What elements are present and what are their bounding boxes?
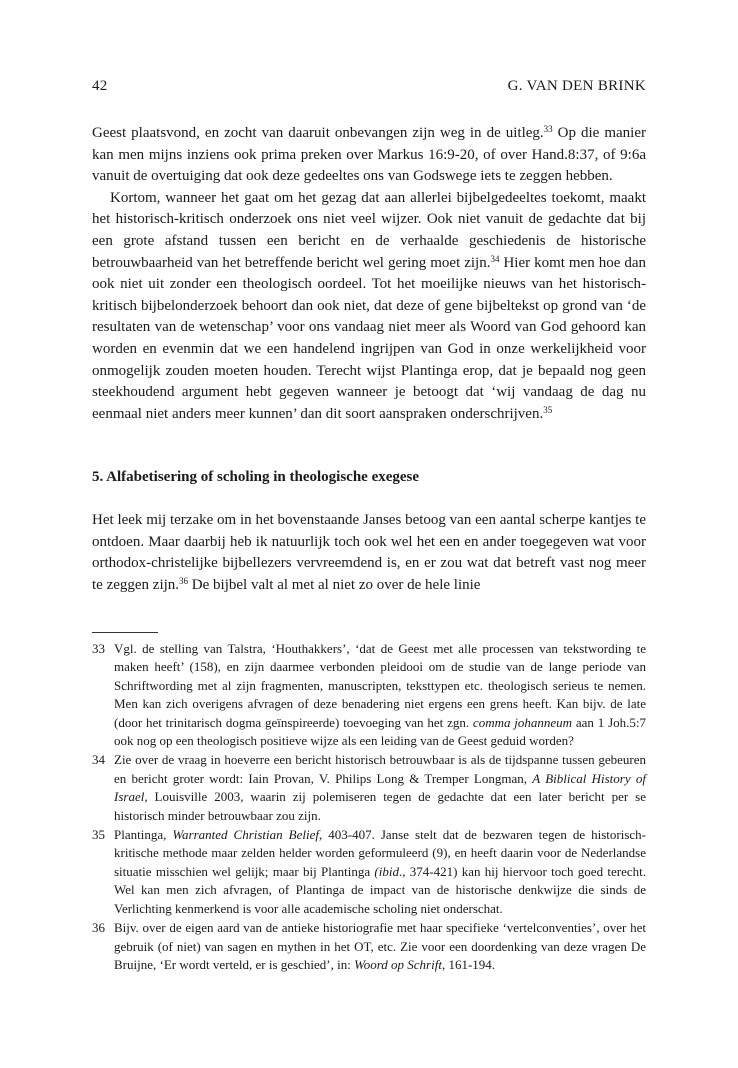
footnote-35	[92, 826, 646, 918]
footnote-number: 34	[92, 752, 105, 768]
footnote-text: Vgl. de stelling van Talstra, ‘Houthakkers’, ‘dat de Geest met alle processen van tekstwording te maken heeft’ (158), en zijn daarmee verbonden pleidooi om de studie van de lange periode van Schriftwording met al zijn fragmenten, manuscripten, teksttypen etc. theologisch serieus te nemen. Men kan zich overigens afvragen of deze benadering niet ergens een grens heeft. Kan bijv. de late (door het trinitarisch dogma geïnspireerde) toevoeging van het zgn. comma johanneum aan 1 Joh.5:7 ook nog op een theologisch positieve wijze als een leiding van de Geest geduid worden?	[114, 641, 646, 749]
body-text	[92, 123, 646, 596]
footnote-text: Zie over de vraag in hoeverre een bericht historisch betrouwbaar is als de tijdspanne tussen gebeuren en bericht groter wordt: Iain Provan, V. Philips Long & Tremper Longman, A Biblical History of Israel, Louisville 2003, waarin zij polemiseren tegen de gedachte dat een later bericht per se historisch minder betrouwbaar zou zijn.	[114, 752, 646, 823]
paragraph-3: Het leek mij terzake om in het bovenstaande Janses betoog van een aantal scherpe kantjes te ontdoen. Maar daarbij heb ik natuurlijk toch ook wel het een en ander toegegeven wat voor orthodox-christelijke bijbellezers vervreemdend is, en er zou wat dat betreft vast nog meer te zeggen zijn.$^{36}$ De bijbel valt al met al niet zo over de hele linie	[92, 511, 646, 593]
footnote-number: 36	[92, 920, 105, 936]
footnote-number: 35	[92, 827, 105, 843]
footnote-text: Bijv. over de eigen aard van de antieke historiografie met haar specifieke ‘vertelconventies’, over het gebruik (of niet) van sagen en mythen in het OT, etc. Zie voor een doordenking van deze vragen De Bruijne, ‘Er wordt verteld, er is geschied’, in: Woord op Schrift, 161-194.	[114, 920, 646, 972]
section-heading: 5. Alfabetisering of scholing in theologische exegese	[92, 469, 420, 486]
paragraph-2: Kortom, wanneer het gaat om het gezag dat aan allerlei bijbelgedeeltes toekomt, maakt het historisch-kritisch onderzoek ons niet veel wijzer. Ook niet vanuit de gedachte dat bij een grote afstand tussen een bericht en de verhaalde geschiedenis de historische betrouwbaarheid van het betreffende bericht wel gering moet zijn.$^{34}$ Hier komt men hoe dan ook niet uit zonder een theologisch oordeel. Tot het moeilijke nieuws van het historisch-kritisch bijbelonderzoek behoort dan ook niet, dat deze of gene bijbeltekst op grond van ‘de resultaten van de wetenschap’ voor ons vandaag niet meer als Woord van God gehoord kan worden en evenmin dat we een handelend ingrijpen van God in onze werkelijkheid voor onmogelijk zouden moeten houden. Terecht wijst Plantinga erop, dat je bepaald nog geen steekhoudend argument hebt gegeven wanneer je betoogt dat ‘wij vandaag de dag nu eenmaal niet anders meer kunnen’ dan dit soort aanspraken onderschrijven.$^{35}$	[92, 189, 646, 422]
footnote-text: Plantinga, Warranted Christian Belief, 403-407. Janse stelt dat de bezwaren tegen de historisch-kritische methode maar zelden helder worden geformuleerd (9), en heeft daarin voor de Nederlandse situatie misschien wel gelijk; maar bij Plantinga (ibid., 374-421) kan hij hiervoor toch goed terecht. Wel kan men zich afvragen, of Plantinga de impact van de historische denkwijze die sinds de Verlichting kenmerkend is voor alle academische scholing niet onderschat.	[114, 827, 647, 916]
footnote-33	[92, 640, 646, 750]
footnote-34	[92, 751, 646, 825]
footnote-number: 33	[92, 641, 105, 656]
footnote-ref-35: 35	[543, 404, 553, 415]
page-number: 42	[92, 78, 108, 94]
paragraph-1: Geest plaatsvond, en zocht van daaruit onbevangen zijn weg in de uitleg.$^{33}$ Op die manier kan men mijns inziens ook prima preken over Markus 16:9-20, of over Hand.8:37, of 9:6a vanuit de overtuiging dat ook deze gedeeltes ons van Godswege iets te zeggen hebben.	[92, 124, 646, 185]
footnotes	[92, 640, 646, 975]
running-head-author: G. VAN DEN BRINK	[507, 78, 646, 94]
footnote-separator	[92, 632, 158, 633]
footnote-ref-34: 34	[490, 253, 500, 264]
footnote-ref-33: 33	[543, 124, 553, 134]
footnote-36	[92, 919, 646, 974]
running-head	[92, 78, 646, 95]
footnote-ref-36: 36	[179, 575, 189, 586]
